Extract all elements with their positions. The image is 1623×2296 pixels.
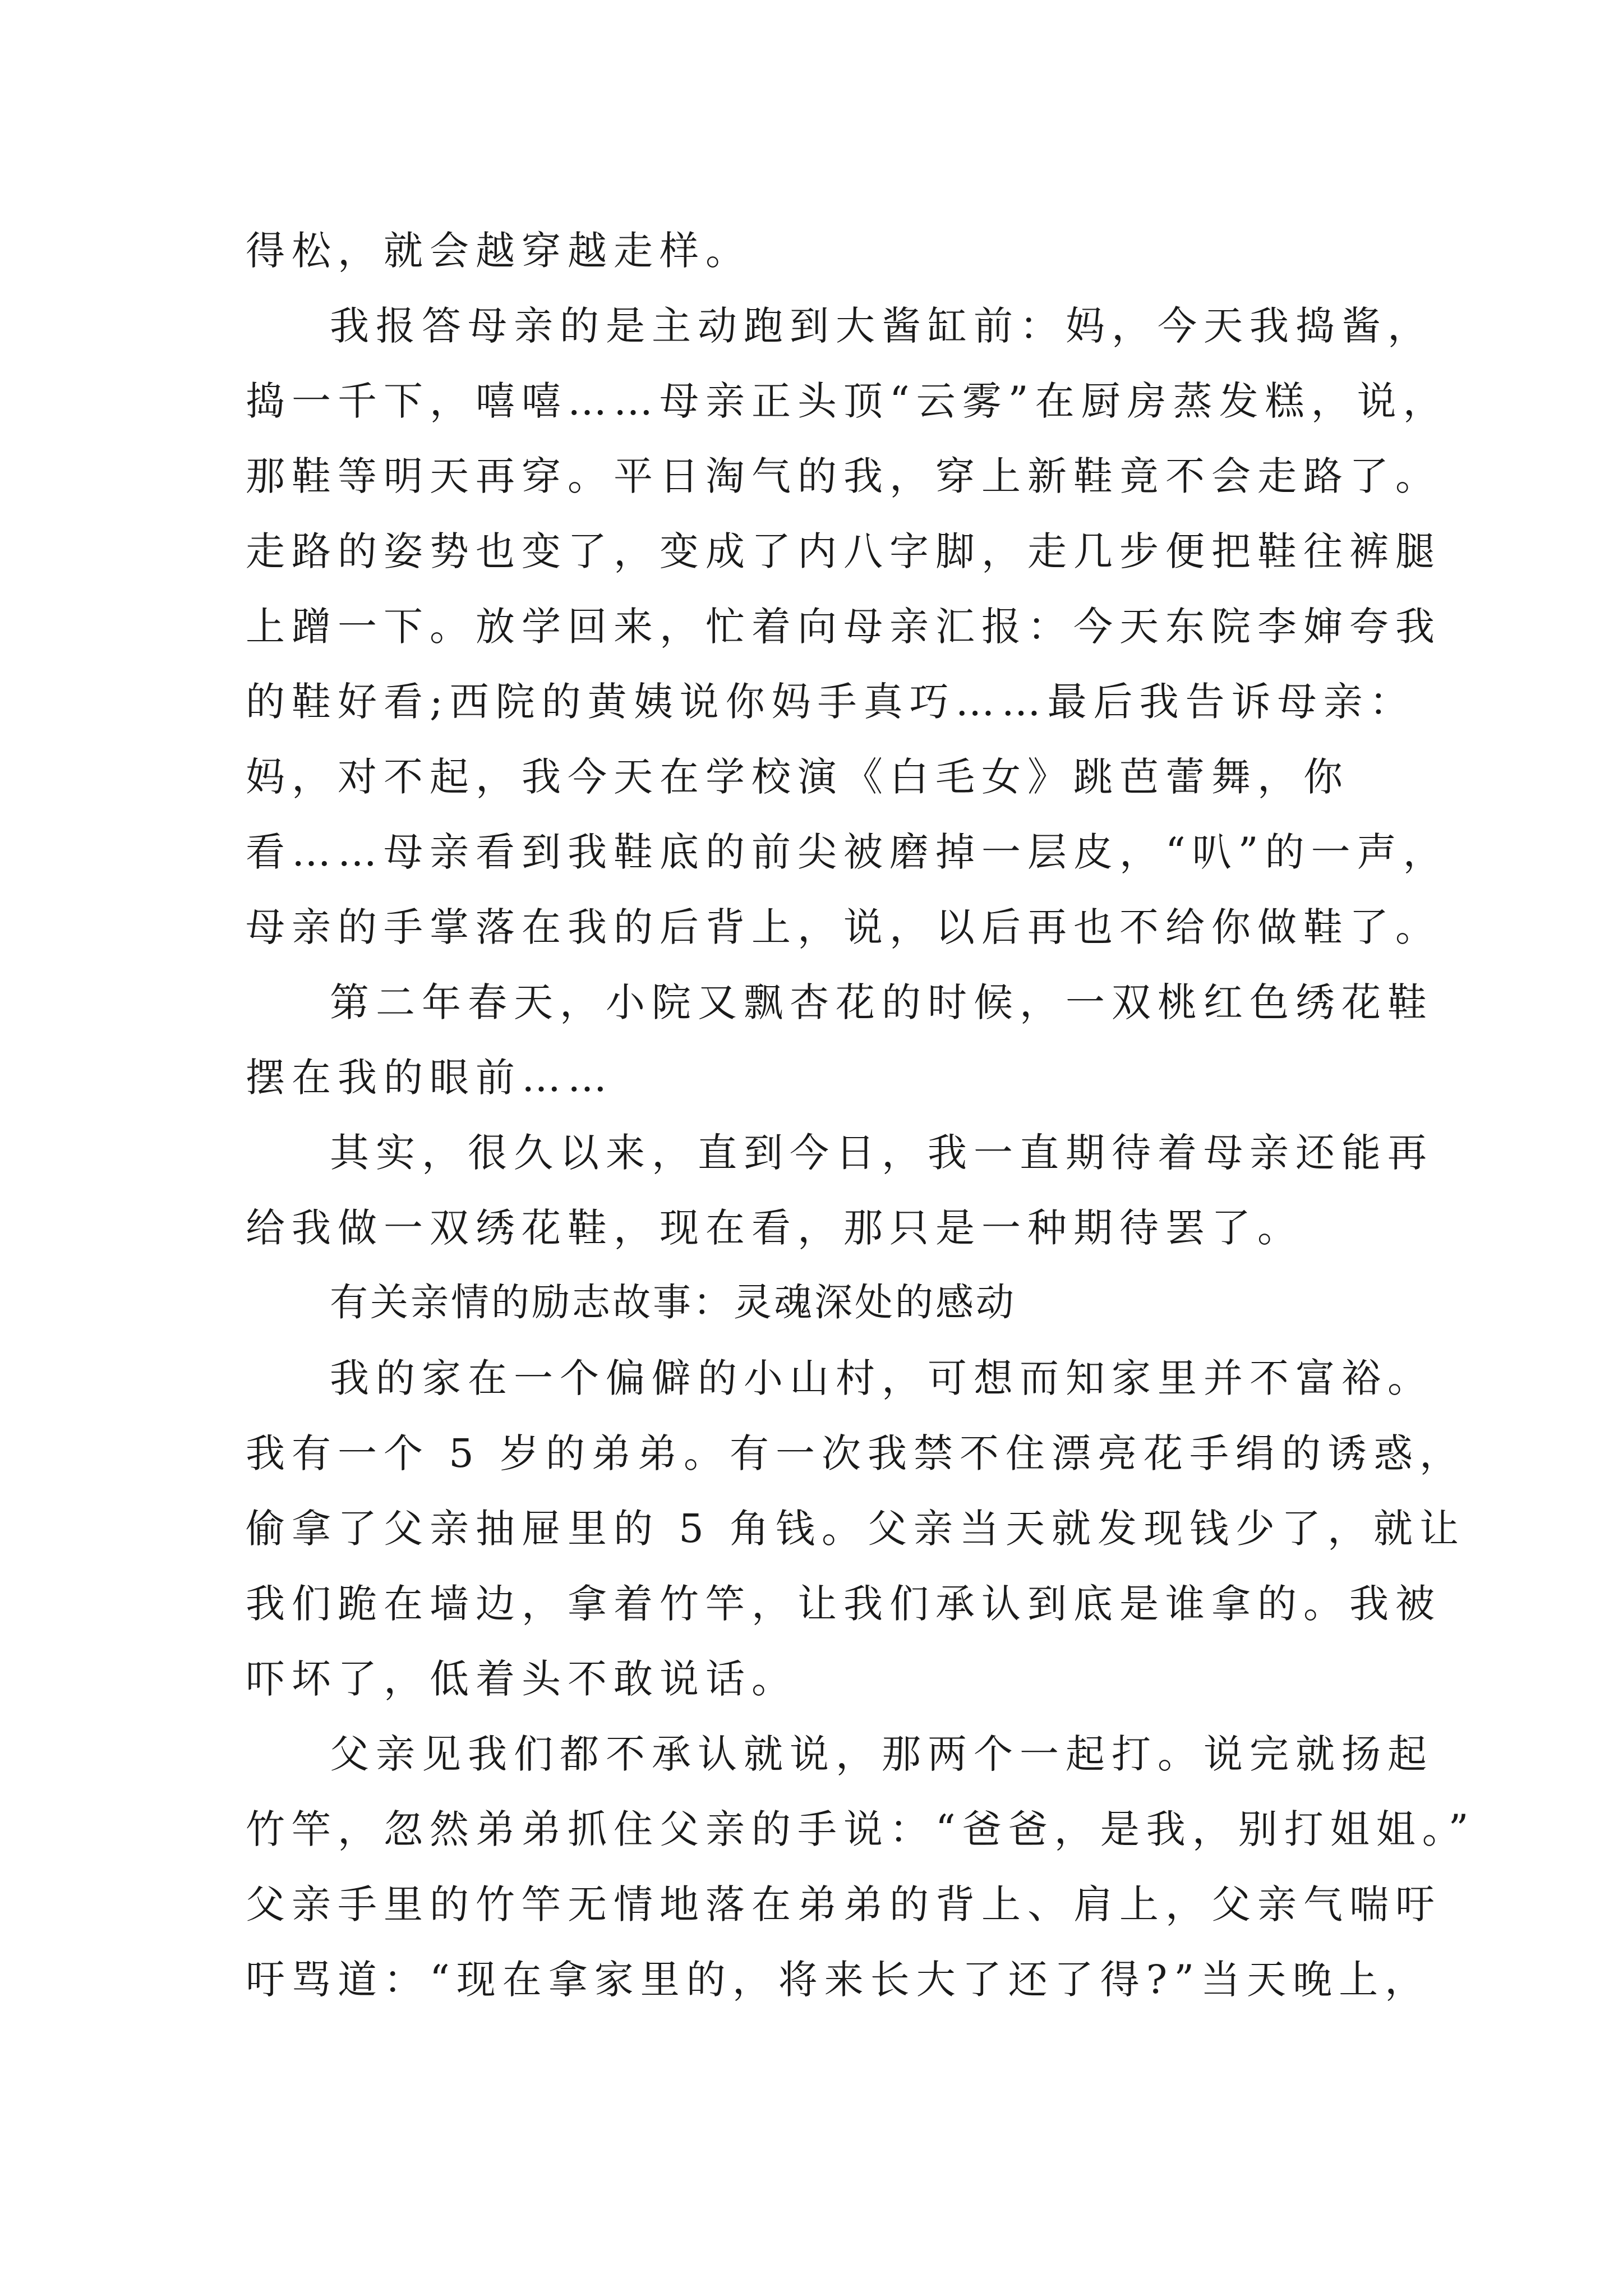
text-line: 我的家在一个偏僻的小山村，可想而知家里并不富裕。 — [330, 1355, 1433, 1401]
text-line: 上蹭一下。放学回来，忙着向母亲汇报：今天东院李婶夸我 — [246, 604, 1441, 650]
text-line: 第二年春天，小院又飘杏花的时候，一双桃红色绣花鞋 — [330, 979, 1433, 1025]
text-line: 捣一千下，嘻嘻……母亲正头顶“云雾”在厨房蒸发糕，说， — [246, 378, 1449, 424]
text-line: 走路的姿势也变了，变成了内八字脚，走几步便把鞋往裤腿 — [246, 528, 1441, 574]
text-line: 我们跪在墙边，拿着竹竿，让我们承认到底是谁拿的。我被 — [246, 1581, 1441, 1627]
text-line: 偷拿了父亲抽屉里的 5 角钱。父亲当天就发现钱少了，就让 — [246, 1506, 1466, 1552]
text-line: 父亲见我们都不承认就说，那两个一起打。说完就扬起 — [330, 1731, 1433, 1777]
text-line: 母亲的手掌落在我的后背上，说，以后再也不给你做鞋了。 — [246, 904, 1441, 950]
text-line: 妈，对不起，我今天在学校演《白毛女》跳芭蕾舞，你 — [246, 754, 1349, 800]
text-line: 竹竿，忽然弟弟抓住父亲的手说：“爸爸，是我，别打姐姐。” — [246, 1806, 1476, 1852]
text-line: 看……母亲看到我鞋底的前尖被磨掉一层皮，“叭”的一声， — [246, 829, 1449, 875]
text-line: 那鞋等明天再穿。平日淘气的我，穿上新鞋竟不会走路了。 — [246, 453, 1441, 499]
text-line: 得松，就会越穿越走样。 — [246, 228, 751, 274]
body-text — [246, 213, 1476, 2017]
text-line: 摆在我的眼前…… — [246, 1055, 614, 1101]
text-line: 吓坏了，低着头不敢说话。 — [246, 1656, 797, 1702]
text-line: 吁骂道：“现在拿家里的，将来长大了还了得?”当天晚上， — [246, 1957, 1431, 2003]
text-line: 其实，很久以来，直到今日，我一直期待着母亲还能再 — [330, 1130, 1433, 1176]
text-line: 我报答母亲的是主动跑到大酱缸前：妈，今天我捣酱， — [330, 303, 1433, 349]
text-line: 给我做一双绣花鞋，现在看，那只是一种期待罢了。 — [246, 1205, 1303, 1251]
text-line: 我有一个 5 岁的弟弟。有一次我禁不住漂亮花手绢的诱惑， — [246, 1430, 1466, 1476]
section-heading: 有关亲情的励志故事：灵魂深处的感动 — [330, 1281, 1017, 1325]
text-line: 父亲手里的竹竿无情地落在弟弟的背上、肩上，父亲气喘吁 — [246, 1881, 1441, 1927]
text-line: 的鞋好看;西院的黄姨说你妈手真巧……最后我告诉母亲： — [246, 679, 1415, 725]
